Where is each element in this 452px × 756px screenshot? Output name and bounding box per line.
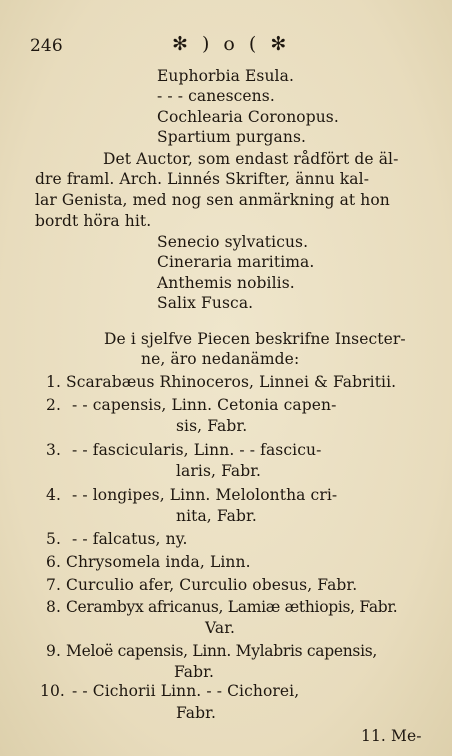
plant-line-3: Cochlearia Coronopus. [157,108,339,126]
insect-entry: Scarabæus Rhinoceros, Linnei & Fabritii. [66,373,397,391]
plant-line-7: Anthemis nobilis. [157,274,295,292]
paragraph-line-2: dre framl. Arch. Linnés Skrifter, ännu kal- [35,170,370,188]
plant-line-6: Cineraria maritima. [157,253,315,271]
insect-entry-continuation: nita, Fabr. [176,507,257,525]
section-intro-line-2: ne, äro nedanämde: [141,350,300,368]
plant-line-2: - - - canescens. [157,87,275,105]
plant-line-1: Euphorbia Esula. [157,67,294,85]
insect-entry: Cerambyx africanus, Lamiæ æthiopis, Fabr. [66,598,398,616]
plant-line-5: Senecio sylvaticus. [157,233,309,251]
insect-entry-continuation: laris, Fabr. [176,462,262,480]
plant-line-8: Salix Fusca. [157,294,254,312]
insect-number: 6. [46,553,61,571]
insect-number: 8. [46,598,61,616]
insect-number: 2. [46,396,61,414]
paragraph-line-1: Det Auctor, som endast rådfört de äl- [103,150,399,168]
paragraph-line-4: bordt höra hit. [35,212,152,230]
section-intro-line-1: De i sjelfve Piecen beskrifne Insecter- [104,330,406,348]
insect-entry: - - capensis, Linn. Cetonia capen- [72,396,337,414]
insect-entry: Curculio afer, Curculio obesus, Fabr. [66,576,358,594]
insect-entry: Chrysomela inda, Linn. [66,553,251,571]
insect-number: 3. [46,441,61,459]
insect-number: 4. [46,486,61,504]
page-number: 246 [30,36,63,56]
insect-number: 1. [46,373,61,391]
insect-number: 9. [46,642,61,660]
paragraph-line-3: lar Genista, med nog sen anmärkning at hon [35,191,390,209]
insect-entry: Meloë capensis, Linn. Mylabris capensis, [66,642,378,660]
insect-entry: - - Cichorii Linn. - - Cichorei, [72,682,300,700]
insect-entry: - - longipes, Linn. Melolontha cri- [72,486,338,504]
insect-number: 7. [46,576,61,594]
insect-number: 10. [40,682,65,700]
insect-entry-continuation: Fabr. [176,704,216,722]
insect-entry-continuation: Var. [205,619,236,637]
catchword: 11. Me- [361,727,422,745]
insect-entry: - - falcatus, ny. [72,530,188,548]
insect-entry-continuation: Fabr. [174,663,214,681]
plant-line-4: Spartium purgans. [157,128,307,146]
insect-number: 5. [46,530,61,548]
insect-entry: - - fascicularis, Linn. - - fascicu- [72,441,322,459]
header-ornament: ✻ ) o ( ✻ [172,33,291,55]
insect-entry-continuation: sis, Fabr. [176,417,248,435]
